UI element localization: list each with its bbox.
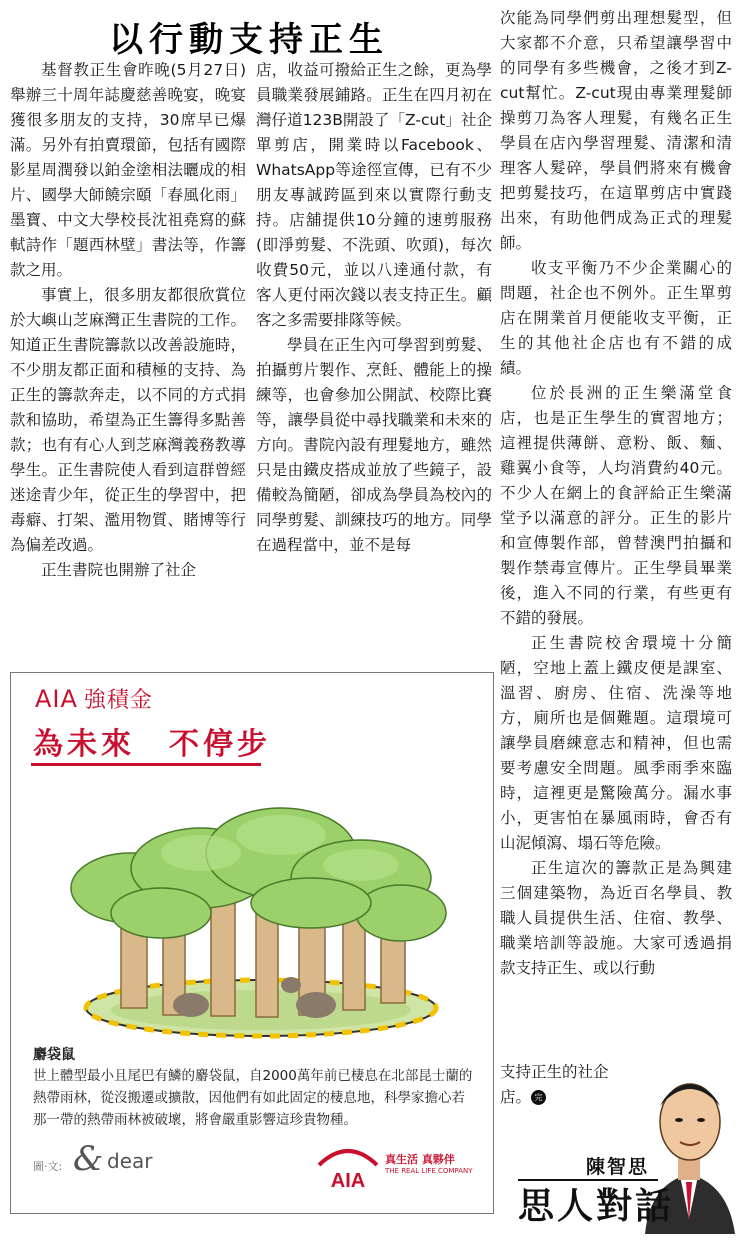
aia-tagline-en: THE REAL LIFE COMPANY	[385, 1167, 473, 1175]
article-column-3	[500, 6, 732, 981]
article-column-1	[10, 58, 246, 583]
ad-credit-label: 圖·文:	[33, 1160, 63, 1173]
ad-caption-title: 麝袋鼠	[33, 1047, 75, 1063]
col3-paragraph: 收支平衡乃不少企業關心的問題，社企也不例外。正生單剪店在開業首月便能收支平衡，正生的其他社企店也有不錯的成績。	[500, 259, 732, 377]
ad-brand-name: AIA	[35, 685, 78, 713]
col1-paragraph: 事實上，很多朋友都很欣賞位於大嶼山芝麻灣正生書院的工作。知道正生書院籌款以改善設施時，不少朋友都正面和積極的支持、為正生的籌款奔走，以不同的方式捐款和協助，希望為正生籌得多點善款；也有有心人到芝麻灣義務教導學生。正生書院使人看到這群曾經迷途青少年，從正生的學習中，把毒癖、打架、濫用物質、賭博等行為偏差改過。	[10, 286, 246, 554]
tail-line-1: 支持正生的社企	[500, 1063, 609, 1081]
col3-paragraph: 正生這次的籌款正是為興建三個建築物，為近百名學員、教職人員提供生活、住宿、教學、職業培訓等設施。大家可透過捐款支持正生、或以行動	[500, 859, 732, 977]
aia-logo-icon	[313, 1143, 383, 1193]
author-name: 陳智思	[586, 1156, 650, 1178]
col2-paragraph: 學員在正生內可學習到剪髮、拍攝剪片製作、烹飪、體能上的操練等，也會參加公開試、校際比賽等，讓學員從中尋找職業和未來的方向。書院內設有理髮地方，雖然只是由鐵皮搭成並放了些鏡子，設備較為簡陋，卻成為學員為校內的同學剪髮、訓練技巧的地方。同學在過程當中，並不是每	[256, 336, 492, 554]
tail-line-2	[500, 1085, 646, 1110]
col3-paragraph: 正生書院校舍環境十分簡陋，空地上蓋上鐵皮便是課室、溫習、廚房、住宿、洗澡等地方，廁所也是個難題。這環境可讓學員磨練意志和精神，但也需要考慮安全問題。風季雨季來臨時，這裡更是驚險萬分。漏水事小，更害怕在暴風雨時，會否有山泥傾瀉、塌石等危險。	[500, 634, 732, 852]
aia-logo-text: AIA	[330, 1170, 366, 1192]
ampersand-logo: &	[73, 1139, 104, 1179]
ad-slogan: 為未來 不停步	[33, 727, 271, 762]
ad-brand	[35, 683, 153, 714]
ad-brand-sub: 強積金	[83, 688, 153, 713]
col3-paragraph: 次能為同學們剪出理想髮型，但大家都不介意，只希望讓學習中的同學有多些機會，之後才到Z-cut幫忙。Z-cut現由專業理髮師操剪刀為客人理髮，有幾名正生學員在店內學習理髮、清潔和清理客人髮碎，學員們將來有機會把剪髮技巧，在這單剪店中實踐出來，有助他們成為正式的理髮師。	[500, 9, 732, 252]
article-headline: 以行動支持正生	[109, 20, 389, 60]
col1-paragraph: 正生書院也開辦了社企	[41, 561, 197, 579]
article-column-2	[256, 58, 492, 558]
col1-paragraph: 基督教正生會昨晚(5月27日)舉辦三十周年誌慶慈善晚宴，晚宴獲很多朋友的支持，30席早已爆滿。另外有拍賣環節，包括有國際影星周潤發以鉑金塗相法曬成的相片、國學大師饒宗頤「春風化雨」墨寶、中文大學校長沈祖堯寫的蘇軾詩作「題西林壁」書法等，作籌款之用。	[10, 61, 246, 279]
aia-advertisement[interactable]	[10, 672, 494, 1214]
aia-tagline: 真生活 真夥伴	[385, 1153, 455, 1166]
rainforest-illustration	[51, 773, 451, 1043]
end-mark-icon: 完	[531, 1090, 546, 1105]
ad-caption-text: 世上體型最小且尾巴有鱗的麝袋鼠，自2000萬年前已棲息在北部昆士蘭的熱帶雨林，從沒搬遷或擴散，因他們有如此固定的棲息地，科學家擔心若那一帶的熱帶雨林被破壞，將會嚴重影響這珍貴物種。	[33, 1068, 473, 1128]
ad-credit-name: dear	[107, 1149, 153, 1173]
col2-paragraph: 店，收益可撥給正生之餘，更為學員職業發展鋪路。正生在四月初在灣仔道123B開設了「Z-cut」社企單剪店，開業時以Facebook、WhatsApp等途徑宣傳，已有不少朋友專誠跨區到來以實際行動支持。店舖提供10分鐘的速剪服務(即淨剪髮、不洗頭、吹頭)，每次收費50元，並以八達通付款，有客人更付兩次錢以表支持正生。顧客之多需要排隊等候。	[256, 61, 492, 329]
column-name: 思人對話	[518, 1186, 675, 1227]
tail-line-2-text: 店。	[500, 1088, 532, 1106]
ad-slogan-underline	[31, 763, 261, 766]
article-column-3-tail	[500, 1060, 646, 1110]
col3-paragraph: 位於長洲的正生樂滿堂食店，也是正生學生的實習地方；這裡提供薄餅、意粉、飯、麵、雞翼小食等，人均消費約40元。不少人在網上的食評給正生樂滿堂予以滿意的評分。正生的影片和宣傳製作部，曾替澳門拍攝和製作禁毒宣傳片。正生學員畢業後，進入不同的行業，有些更有不錯的發展。	[500, 384, 732, 627]
